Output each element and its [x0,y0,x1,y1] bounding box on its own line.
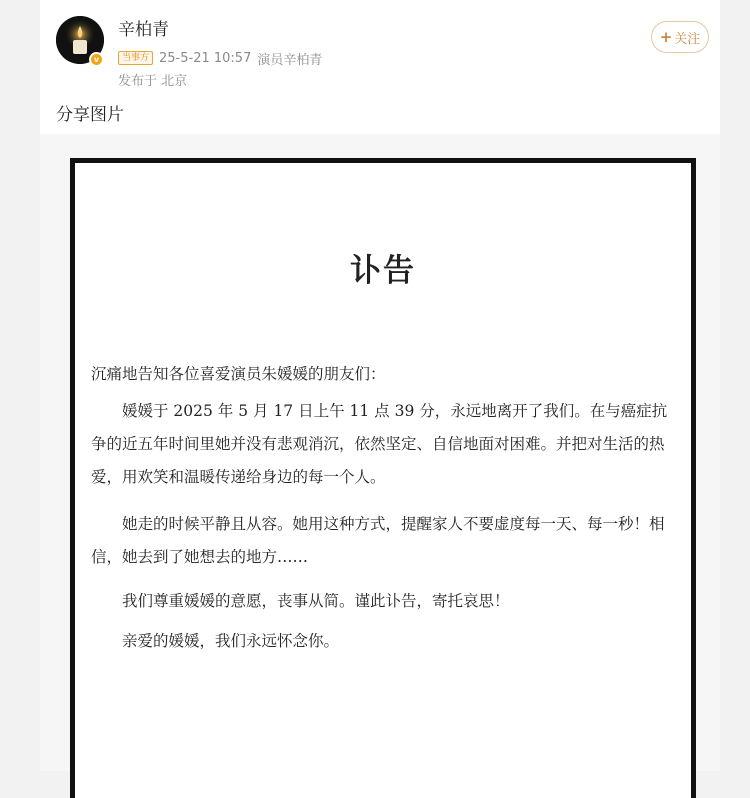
obituary-title: 讣告 [350,253,416,289]
verified-badge-icon: v [89,52,104,67]
obituary-paragraph-3: 我们尊重媛媛的意愿，丧事从简。谨此讣告，寄托哀思！ [122,592,510,610]
obituary-paragraph-1: 媛媛于 2025 年 5 月 17 日上午 11 点 39 分，永远地离开了我们。在与癌症抗争的近五年时间里她并没有悲观消沉，依然坚定、自信地面对困难。并把对生活的热爱，用欢笑和温暖传递给身边的每一个人。 [91,402,668,486]
obituary-image[interactable] [70,158,696,798]
plus-icon: + [659,27,673,46]
obituary-greeting: 沉痛地告知各位喜爱演员朱媛媛的朋友们： [91,365,386,383]
author-name[interactable]: 辛柏青 [118,20,169,40]
obituary-paragraph-2: 她走的时候平静且从容。她用这种方式，提醒家人不要虚度每一天、每一秒！相信，她去到了她想去的地方…… [91,515,665,566]
post-location: 发布于 北京 [118,74,188,89]
post-meta [118,49,322,67]
post-date: 25-5-21 10:57 [159,50,252,66]
author-description: 演员辛柏青 [257,52,323,68]
follow-label: 关注 [674,31,701,47]
follow-button[interactable] [651,21,709,53]
post-text: 分享图片 [56,105,124,125]
party-tag: 当事方 [118,51,153,65]
obituary-paragraph-4: 亲爱的媛媛，我们永远怀念你。 [122,632,340,650]
